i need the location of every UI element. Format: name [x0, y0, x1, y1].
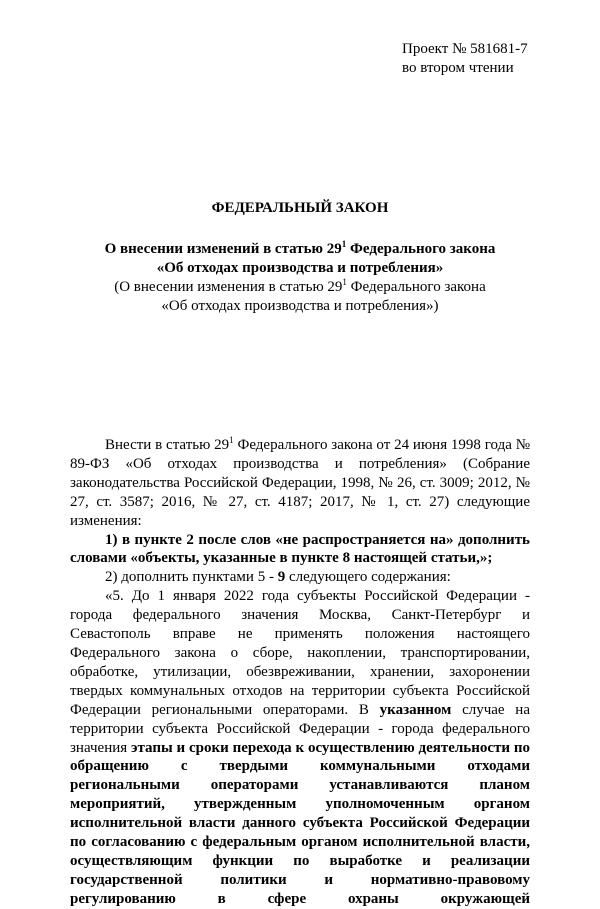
law-subtitle-plain [0, 278, 600, 316]
paragraph-item-2: 2) дополнить пунктами 5 - 9 следующего содержания: [105, 569, 451, 586]
paragraph-clause-5: «5. До 1 января 2022 года субъекты Российской Федерации - города федерального значения Москва, Санкт-Петербург и Севастополь вправе не применять положения настоящего Федерального закона о сборе, накоплении, транспортировании, обработке, утилизации, обезвреживании, хранении, захоронении твердых коммунальных отходов на территории субъекта Российской Федерации региональными операторами. В указанном случае на территории субъекта Российской Федерации - города федерального значения этапы и сроки перехода к осуществлению деятельности по обращению с твердыми коммунальными отходами региональными операторами устанавливаются планом мероприятий, утвержденным уполномоченным органом исполнительной власти данного субъекта Российской Федерации по согласованию с федеральным органом исполнительной власти, осуществляющим функции по выработке и реализации государственной политики и нормативно-правовому регулированию в сфере охраны окружающей [70, 588, 531, 907]
reading-stage: во втором чтении [402, 60, 514, 76]
subtitle-bold-line-1: О внесении изменений в статью $29^1$ Федерального закона [104, 239, 496, 257]
superscript: 1 [341, 239, 347, 249]
paragraph-item-1: 1) в пункте 2 после слов «не распространяется на» дополнить словами «объекты, указанные в пункте 8 настоящей статьи,»; [70, 531, 530, 567]
subtitle-plain-line-1: (О внесении изменения в статью $29^1$ Федерального закона [114, 277, 486, 295]
subtitle-bold-line-2: «Об отходах производства и потребления» [156, 260, 444, 276]
superscript: 1 [342, 277, 347, 287]
subtitle-plain-line-2: «Об отходах производства и потребления») [161, 298, 439, 314]
law-subtitle-bold [0, 240, 600, 278]
project-header [402, 40, 528, 78]
superscript: 1 [229, 435, 234, 445]
law-title: ФЕДЕРАЛЬНЫЙ ЗАКОН [211, 200, 389, 216]
paragraph-intro: Внести в статью $29^1$ Федерального закона от 24 июня 1998 года № 89-ФЗ «Об отходах производства и потребления» (Собрание законодательства Российской Федерации, 1998, № 26, ст. 3009; 2012, № 27, ст. 3587; 2016, № 27, ст. 4187; 2017, № 1, ст. 27) следующие изменения: [70, 435, 531, 529]
project-number: Проект № 581681-7 [402, 41, 528, 57]
law-body [70, 436, 530, 909]
